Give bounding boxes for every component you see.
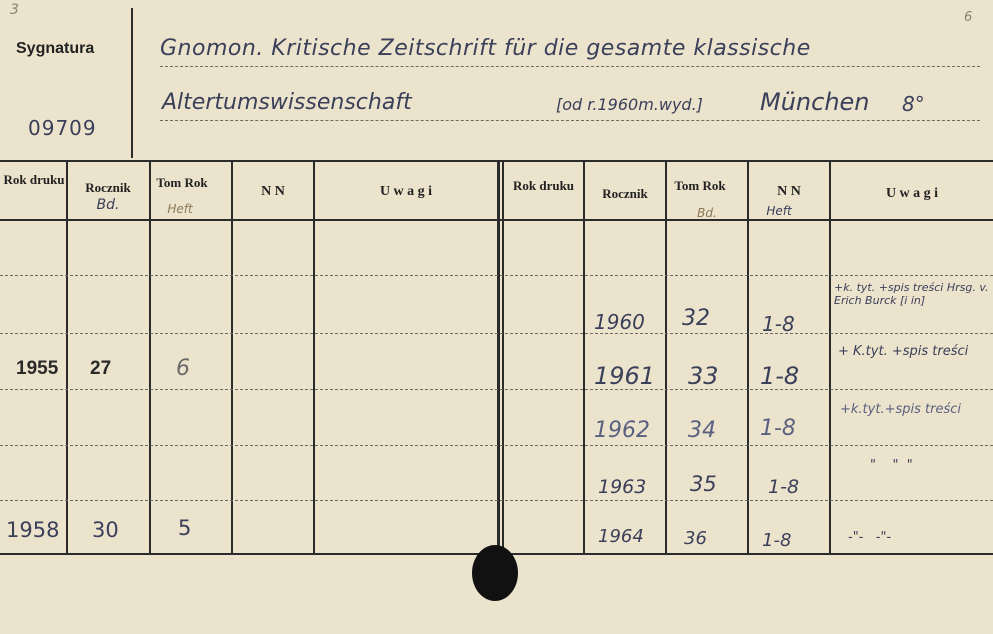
right-row-3-tom: 34 xyxy=(688,418,716,443)
header-rok-druku: Rok druku xyxy=(3,172,65,187)
header-tom-hand: Heft xyxy=(167,202,193,216)
corner-mark-right: 6 xyxy=(964,10,973,25)
publication-place: München xyxy=(760,88,870,116)
right-row-5-nn: 1-8 xyxy=(762,530,792,551)
title-note: [od r.1960m.wyd.] xyxy=(556,95,703,114)
right-row-1-uwagi: +k. tyt. +spis treści Hrsg. v. Erich Burck [i in] xyxy=(834,281,989,307)
right-row-2-tom: 33 xyxy=(688,362,719,390)
header-tom-rok-right: Tom Rok xyxy=(674,178,726,193)
col-divider xyxy=(583,161,585,553)
left-row-2-rocznik: 30 xyxy=(92,518,119,542)
left-row-1-tom: 6 xyxy=(176,356,190,381)
header-tom-hand-right: Bd. xyxy=(697,206,717,220)
title-line-2: Altertumswissenschaft xyxy=(162,90,412,115)
left-row-2-rok: 1958 xyxy=(6,518,60,542)
right-row-3-nn: 1-8 xyxy=(760,416,796,441)
title-line-1: Gnomon. Kritische Zeitschrift für die gesamte klassische xyxy=(160,36,811,61)
right-row-2-rocznik: 1961 xyxy=(594,362,656,390)
col-divider xyxy=(829,161,831,553)
left-row-1-rok: 1955 xyxy=(16,358,59,379)
left-row-2-tom: 5 xyxy=(178,516,192,540)
right-row-1-rocznik: 1960 xyxy=(594,310,645,334)
format-size: 8° xyxy=(902,92,925,116)
col-divider xyxy=(747,161,749,553)
title-underline-1 xyxy=(160,66,980,67)
row-guide xyxy=(0,389,993,390)
col-divider xyxy=(502,161,504,553)
right-row-1-nn: 1-8 xyxy=(762,312,795,336)
right-row-5-tom: 36 xyxy=(684,528,707,549)
row-guide xyxy=(0,500,993,501)
right-row-4-tom: 35 xyxy=(690,472,717,496)
header-nn-right: N N xyxy=(777,184,801,199)
header-nn-hand-right: Heft xyxy=(766,204,792,218)
right-row-5-rocznik: 1964 xyxy=(598,526,644,547)
right-row-4-uwagi: " " " xyxy=(870,458,913,473)
row-guide xyxy=(0,275,993,276)
right-row-2-uwagi: + K.tyt. +spis treści xyxy=(838,344,969,359)
right-row-2-nn: 1-8 xyxy=(760,362,800,390)
sygnatura-label: Sygnatura xyxy=(16,40,95,57)
punch-hole xyxy=(472,545,518,601)
col-divider xyxy=(313,161,315,553)
header-nn: N N xyxy=(261,184,285,199)
sygnatura-value: 09709 xyxy=(28,116,97,140)
header-tom-rok: Tom Rok xyxy=(156,175,208,190)
right-row-4-rocznik: 1963 xyxy=(598,476,647,498)
right-row-4-nn: 1-8 xyxy=(768,476,800,498)
corner-mark: 3 xyxy=(10,2,19,18)
col-divider xyxy=(149,161,151,553)
title-underline-2 xyxy=(160,120,980,121)
right-row-5-uwagi: -"- -"- xyxy=(848,530,892,545)
header-rocznik-hand: Bd. xyxy=(96,197,120,213)
right-row-1-tom: 32 xyxy=(682,306,710,331)
header-uwagi: U w a g i xyxy=(379,184,433,199)
right-row-3-rocznik: 1962 xyxy=(594,418,650,443)
col-divider xyxy=(66,161,68,553)
right-row-3-uwagi: +k.tyt.+spis treści xyxy=(840,402,961,417)
col-divider xyxy=(231,161,233,553)
header-rocznik: Rocznik xyxy=(85,180,131,195)
sygnatura-divider xyxy=(131,8,133,158)
header-uwagi-right: U w a g i xyxy=(885,186,939,201)
row-guide xyxy=(0,333,993,334)
header-rok-druku-right: Rok druku xyxy=(512,178,575,193)
col-divider xyxy=(497,161,500,553)
header-rocznik-right: Rocznik xyxy=(602,186,648,201)
left-row-1-rocznik: 27 xyxy=(90,358,112,379)
row-guide xyxy=(0,445,993,446)
